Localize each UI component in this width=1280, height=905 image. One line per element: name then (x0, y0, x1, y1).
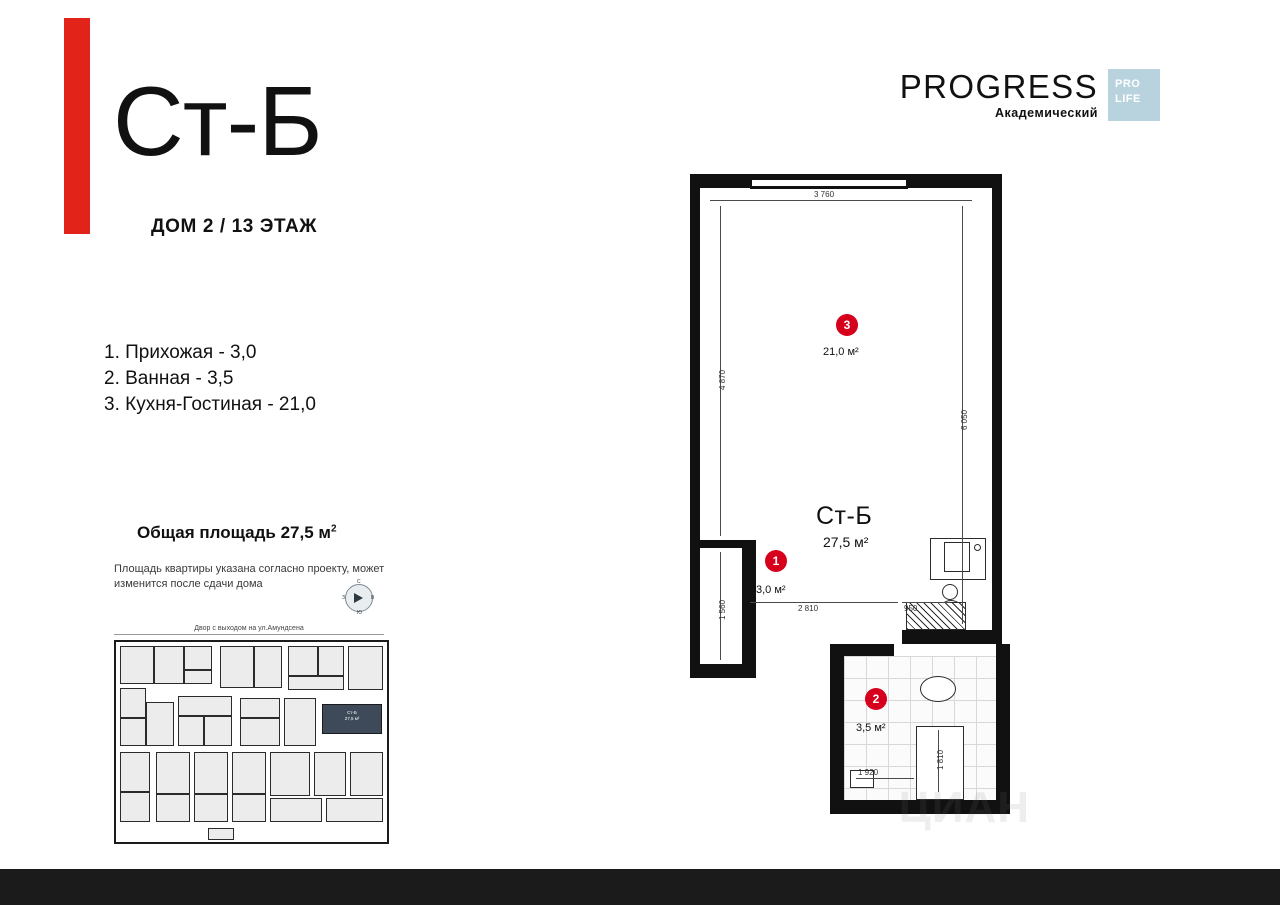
room-area-2: 3,5 м² (856, 722, 886, 734)
compass-icon (341, 580, 377, 616)
compass-arrow (354, 593, 363, 603)
mini-unit (232, 794, 266, 822)
mini-unit (232, 752, 266, 794)
room-area-3: 21,0 м² (823, 346, 859, 358)
wall-bottom-main (902, 630, 1002, 644)
mini-unit (194, 752, 228, 794)
dim-line-bath-bottom (856, 778, 914, 779)
mini-unit (270, 798, 322, 822)
highlighted-unit-code: Ст-Б (347, 710, 357, 715)
stove-inner (944, 542, 970, 572)
watermark: ЦИАН (898, 783, 1030, 832)
page-title: Ст-Б (113, 66, 322, 176)
burner-icon (974, 544, 981, 551)
mini-unit (178, 696, 232, 716)
mini-unit (154, 646, 184, 684)
mini-unit (208, 828, 234, 840)
compass-west-label: З (342, 595, 346, 601)
total-area-sup: 2 (330, 523, 337, 535)
highlighted-unit[interactable] (322, 704, 382, 734)
highlighted-unit-area: 27,5 м² (344, 715, 360, 721)
compass-south-label: Ю (357, 610, 363, 616)
compass-north-label: С (357, 579, 361, 585)
room-badge-2: 2 (865, 688, 887, 710)
brand-subtitle: Академический (994, 106, 1098, 120)
wall-right (992, 174, 1002, 644)
building-floor-plan (114, 640, 389, 844)
mini-unit (348, 646, 383, 690)
brand-logo (899, 68, 1222, 128)
mini-unit (270, 752, 310, 796)
dim-line-bottom-small (902, 602, 950, 603)
apartment-floor-plan (690, 170, 1010, 820)
mini-unit (288, 646, 318, 676)
mini-unit (156, 752, 190, 794)
mini-unit (254, 646, 282, 688)
total-area-text: Общая площадь 27,5 м (137, 523, 331, 542)
mini-unit (318, 646, 344, 676)
room-badge-1: 1 (765, 550, 787, 572)
dim-bath-bottom: 1 920 (858, 768, 879, 777)
dim-bottom-small: 950 (904, 604, 918, 613)
plan-code-label: Ст-Б (816, 502, 873, 530)
dim-top: 3 760 (814, 190, 835, 199)
wall-bath-top (830, 644, 894, 656)
sink-bowl-icon (942, 584, 958, 600)
mini-unit (184, 646, 212, 670)
mini-unit (314, 752, 346, 796)
plan-area-label: 27,5 м² (823, 534, 869, 550)
house-floor-label: ДОМ 2 / 13 ЭТАЖ (151, 216, 318, 237)
brand-name: PROGRESS (899, 68, 1098, 105)
red-accent-bar (64, 18, 90, 234)
compass-east-label: В (371, 595, 375, 601)
mini-unit (120, 688, 146, 718)
room-list-item-3: 3. Кухня-Гостиная - 21,0 (104, 394, 316, 415)
bottom-bar (0, 869, 1280, 905)
mini-unit (178, 716, 204, 746)
mini-unit (120, 718, 146, 746)
dim-left-lower: 1 560 (718, 599, 727, 620)
room-badge-3: 3 (836, 314, 858, 336)
badge-line-1: PRO (1115, 78, 1141, 90)
room-area-1: 3,0 м² (756, 584, 786, 596)
wall-bath-left (830, 644, 844, 814)
room-list-item-1: 1. Прихожая - 3,0 (104, 342, 257, 363)
room-list (104, 340, 316, 418)
mini-unit (184, 670, 212, 684)
total-area-label (137, 523, 337, 543)
badge-line-2: LIFE (1115, 93, 1141, 105)
wall-hall-partition (742, 540, 756, 678)
mini-unit (156, 794, 190, 822)
mini-unit (204, 716, 232, 746)
mini-unit (194, 794, 228, 822)
window-top-frame (750, 174, 908, 180)
dim-right: 6 050 (960, 409, 969, 430)
mini-unit (120, 752, 150, 792)
mini-unit (146, 702, 174, 746)
mini-unit (350, 752, 383, 796)
room-list-item-2: 2. Ванная - 3,5 (104, 368, 234, 389)
mini-plan-caption: Двор с выходом на ул.Амундсена (114, 625, 384, 635)
area-disclaimer: Площадь квартиры указана согласно проекту, может изменится после сдачи дома (114, 563, 385, 590)
dim-line-top (710, 200, 972, 201)
mini-unit (326, 798, 383, 822)
wall-top-left (690, 174, 752, 188)
wall-top-right (906, 174, 1002, 188)
mini-unit (220, 646, 254, 688)
toilet-icon (920, 676, 956, 702)
dim-bottom-main: 2 810 (798, 604, 819, 613)
wall-left (690, 174, 700, 678)
pro-life-badge (1108, 69, 1160, 121)
mini-unit (120, 646, 154, 684)
dim-left-upper: 4 870 (718, 369, 727, 390)
window-top-sill (750, 186, 908, 189)
dim-bath-right: 1 810 (936, 749, 945, 770)
mini-unit (240, 718, 280, 746)
dim-line-bottom-main (750, 602, 898, 603)
wall-hall-top (700, 540, 756, 548)
mini-unit (284, 698, 316, 746)
mini-unit (120, 792, 150, 822)
mini-unit (240, 698, 280, 718)
mini-unit (288, 676, 344, 690)
